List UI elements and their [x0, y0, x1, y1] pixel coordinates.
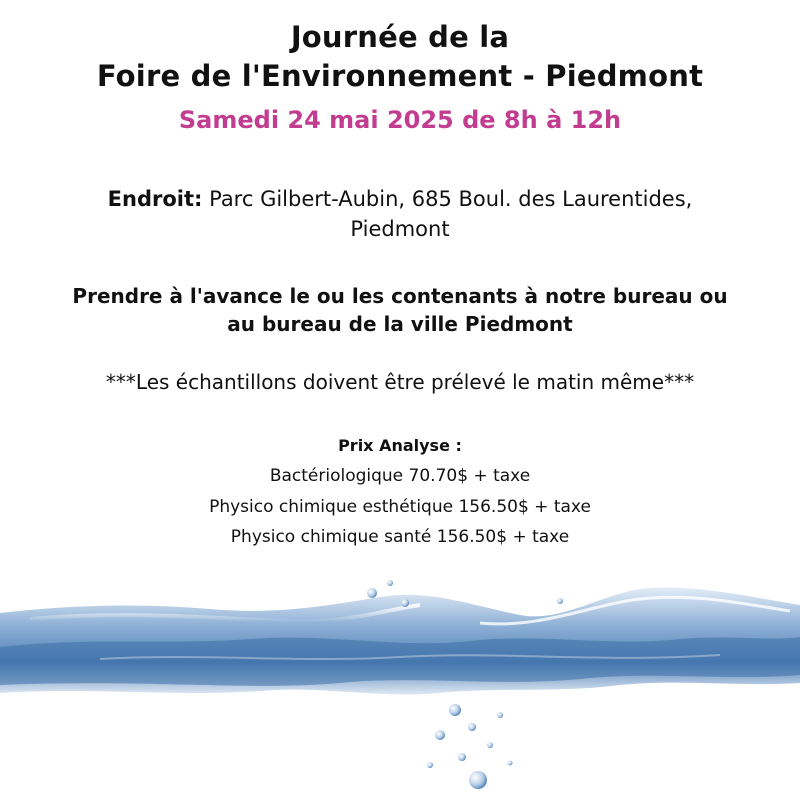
event-date-time: Samedi 24 mai 2025 de 8h à 12h [178, 106, 622, 134]
poster-title-line2: Foire de l'Environnement - Piedmont [96, 59, 704, 93]
price-item: Physico chimique esthétique 156.50$ + taxe [209, 497, 591, 517]
water-splash-image [0, 575, 800, 800]
location-label: Endroit: [107, 187, 203, 211]
location-address-line1: Parc Gilbert-Aubin, 685 Boul. des Laurentides, [209, 187, 693, 211]
price-item: Physico chimique santé 156.50$ + taxe [230, 527, 570, 547]
pickup-instruction-line1: Prendre à l'avance le ou les contenants à notre bureau ou [72, 284, 728, 308]
sample-note: ***Les échantillons doivent être prélevé le matin même*** [105, 370, 695, 394]
pickup-instruction-line2: au bureau de la ville Piedmont [227, 312, 573, 336]
location-address-line2: Piedmont [350, 217, 450, 241]
price-item: Bactériologique 70.70$ + taxe [269, 466, 531, 486]
prices-heading: Prix Analyse : [338, 436, 462, 455]
location-line1 [0, 187, 800, 211]
poster-title-line1: Journée de la [290, 20, 510, 54]
